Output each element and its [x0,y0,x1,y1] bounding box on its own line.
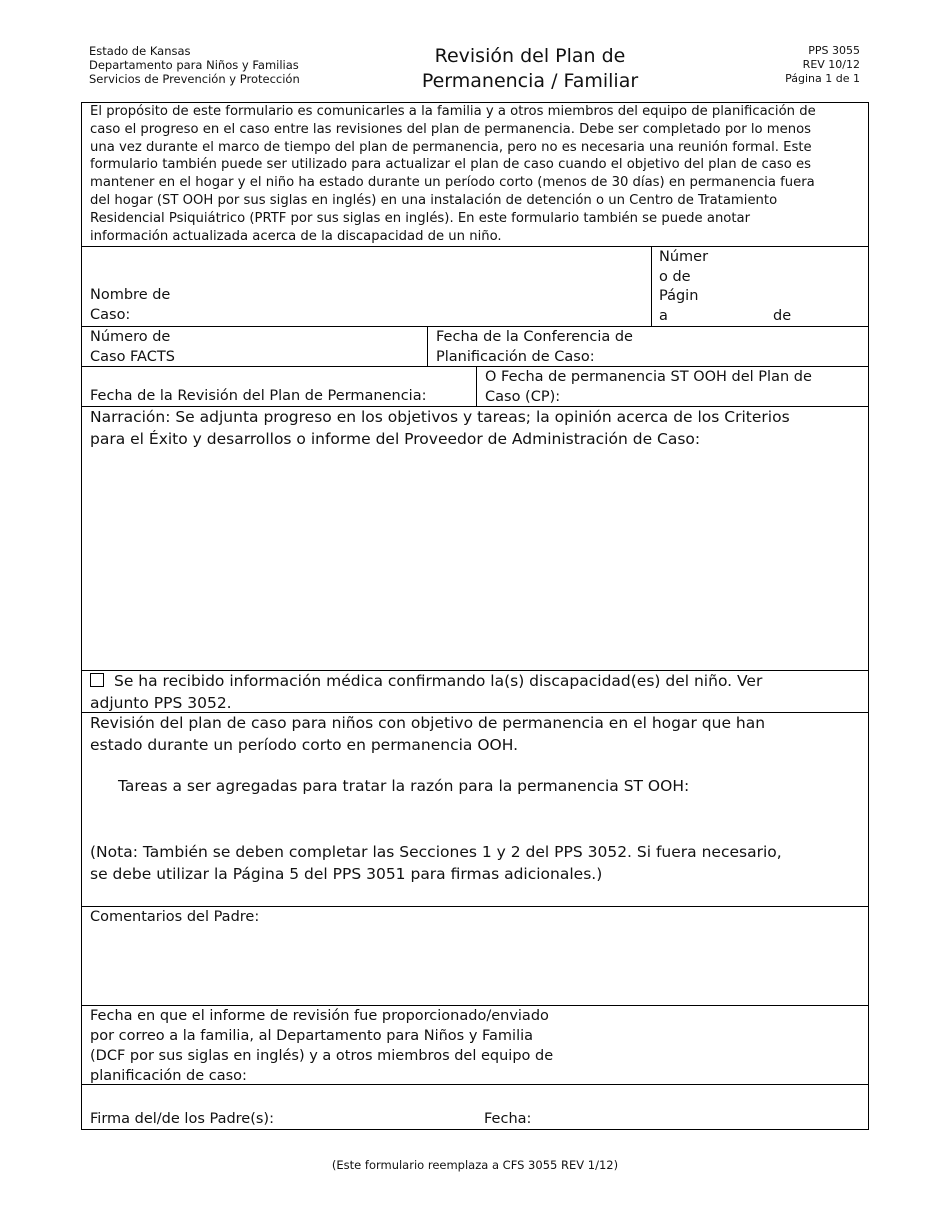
conference-date-label [436,327,633,367]
case-name-label-line: Nombre de [90,287,171,303]
form-title [380,44,680,94]
purpose-line: una vez durante el marco de tiempo del plan de permanencia, pero no es necesaria una reunión formal. Este [90,139,812,155]
parent-signature-label: Firma del/de los Padre(s): [90,1111,274,1127]
facts-number-field[interactable] [82,327,427,366]
conference-date-label-line: Planificación de Caso: [436,349,595,365]
case-name-row [82,247,868,327]
report-date-row[interactable] [82,1006,868,1085]
parent-signature-field[interactable] [82,1085,476,1131]
form-title-line-1: Revisión del Plan de [434,45,626,67]
review-date-field[interactable] [82,367,476,406]
case-name-field[interactable] [82,247,651,326]
st-ooh-date-label-line: Caso (CP): [485,389,561,405]
purpose-line: formulario también puede ser utilizado para actualizar el plan de caso cuando el objetivo del plan de caso es [90,157,811,173]
purpose-line: mantener en el hogar y el niño ha estado durante un período corto (menos de 30 días) en permanencia fuera [90,175,815,191]
narrative-label [90,407,860,450]
facts-number-label-line: Caso FACTS [90,349,175,365]
agency-block [89,44,300,86]
form-id-block [785,44,860,86]
conference-date-label-line: Fecha de la Conferencia de [436,329,633,345]
st-ooh-date-label [485,367,812,407]
form-table [81,102,869,1130]
signature-date-field[interactable] [476,1085,868,1131]
review-date-row [82,367,868,407]
review-note-line: se debe utilizar la Página 5 del PPS 3051 para firmas adicionales.) [90,864,603,883]
review-intro-line: Revisión del plan de caso para niños con objetivo de permanencia en el hogar que han [90,714,766,732]
case-name-label [90,285,170,325]
facts-number-label [90,327,175,367]
report-date-label-line: Fecha en que el informe de revisión fue proporcionado/enviado [90,1008,549,1024]
narrative-label-line: para el Éxito y desarrollos o informe del Proveedor de Administración de Caso: [90,429,701,448]
st-ooh-date-label-line: O Fecha de permanencia ST OOH del Plan de [485,369,812,385]
facts-row [82,327,868,367]
purpose-line: El propósito de este formulario es comunicarles a la familia y a otros miembros del equipo de planificación de [90,104,816,119]
medical-label: Se ha recibido información médica confirmando la(s) discapacidad(es) del niño. Ver [114,672,763,690]
review-note [90,842,860,885]
conference-date-field[interactable] [427,327,868,366]
purpose-line: Residencial Psiquiátrico (PRTF por sus siglas en inglés). En este formulario también se puede anotar [90,210,751,226]
purpose-line: información actualizada acerca de la discapacidad de un niño. [90,228,502,244]
case-name-label-line: Caso: [90,307,131,323]
page-number-label-line: o de [659,268,691,285]
review-intro [90,713,860,756]
agency-department: Departamento para Niños y Familias [89,58,299,72]
form-number: PPS 3055 [808,44,860,57]
page-number-label-line: Númer [659,249,709,265]
review-tasks: Tareas a ser agregadas para tratar la razón para la permanencia ST OOH: [118,777,690,795]
review-date-label: Fecha de la Revisión del Plan de Permanencia: [90,388,427,404]
medical-row [82,671,868,713]
purpose-row [82,103,868,247]
form-page: Página 1 de 1 [785,72,860,85]
form-title-line-2: Permanencia / Familiar [421,70,639,92]
agency-services: Servicios de Prevención y Protección [89,72,300,86]
purpose-line: del hogar (ST OOH por sus siglas en inglés) en una instalación de detención o un Centro de Tratamiento [90,192,778,208]
signature-date-label: Fecha: [484,1111,532,1127]
page-of-label: de [773,308,792,324]
review-row[interactable] [82,713,868,907]
parent-comments-row[interactable] [82,907,868,1006]
form-footer: (Este formulario reemplaza a CFS 3055 REV 1/12) [331,1158,619,1172]
page-number-label [659,248,708,326]
medical-checkbox[interactable] [90,673,104,687]
facts-number-label-line: Número de [90,329,171,345]
report-date-label-line: planificación de caso: [90,1068,247,1084]
form-revision: REV 10/12 [802,58,860,71]
parent-comments-label: Comentarios del Padre: [90,909,260,925]
medical-text [90,671,860,714]
page-number-label-line: a [659,307,668,324]
agency-state: Estado de Kansas [89,44,191,58]
narrative-row[interactable] [82,407,868,671]
report-date-label-line: por correo a la familia, al Departamento para Niños y Familia [90,1028,534,1044]
review-note-line: (Nota: También se deben completar las Secciones 1 y 2 del PPS 3052. Si fuera necesario, [90,843,782,861]
page-number-label-line: Págin [659,288,699,305]
review-intro-line: estado durante un período corto en permanencia OOH. [90,735,519,754]
signature-row [82,1085,868,1131]
report-date-label-line: (DCF por sus siglas en inglés) y a otros miembros del equipo de [90,1048,554,1064]
page-number-field[interactable] [651,247,868,326]
narrative-label-line: Narración: Se adjunta progreso en los objetivos y tareas; la opinión acerca de los Criterios [90,408,790,426]
purpose-line: caso el progreso en el caso entre las revisiones del plan de permanencia. Debe ser completado por lo menos [90,121,812,137]
report-date-label [90,1006,553,1086]
purpose-text [90,103,860,245]
st-ooh-date-field[interactable] [476,367,868,406]
medical-line [90,671,860,693]
medical-line: adjunto PPS 3052. [90,693,232,712]
